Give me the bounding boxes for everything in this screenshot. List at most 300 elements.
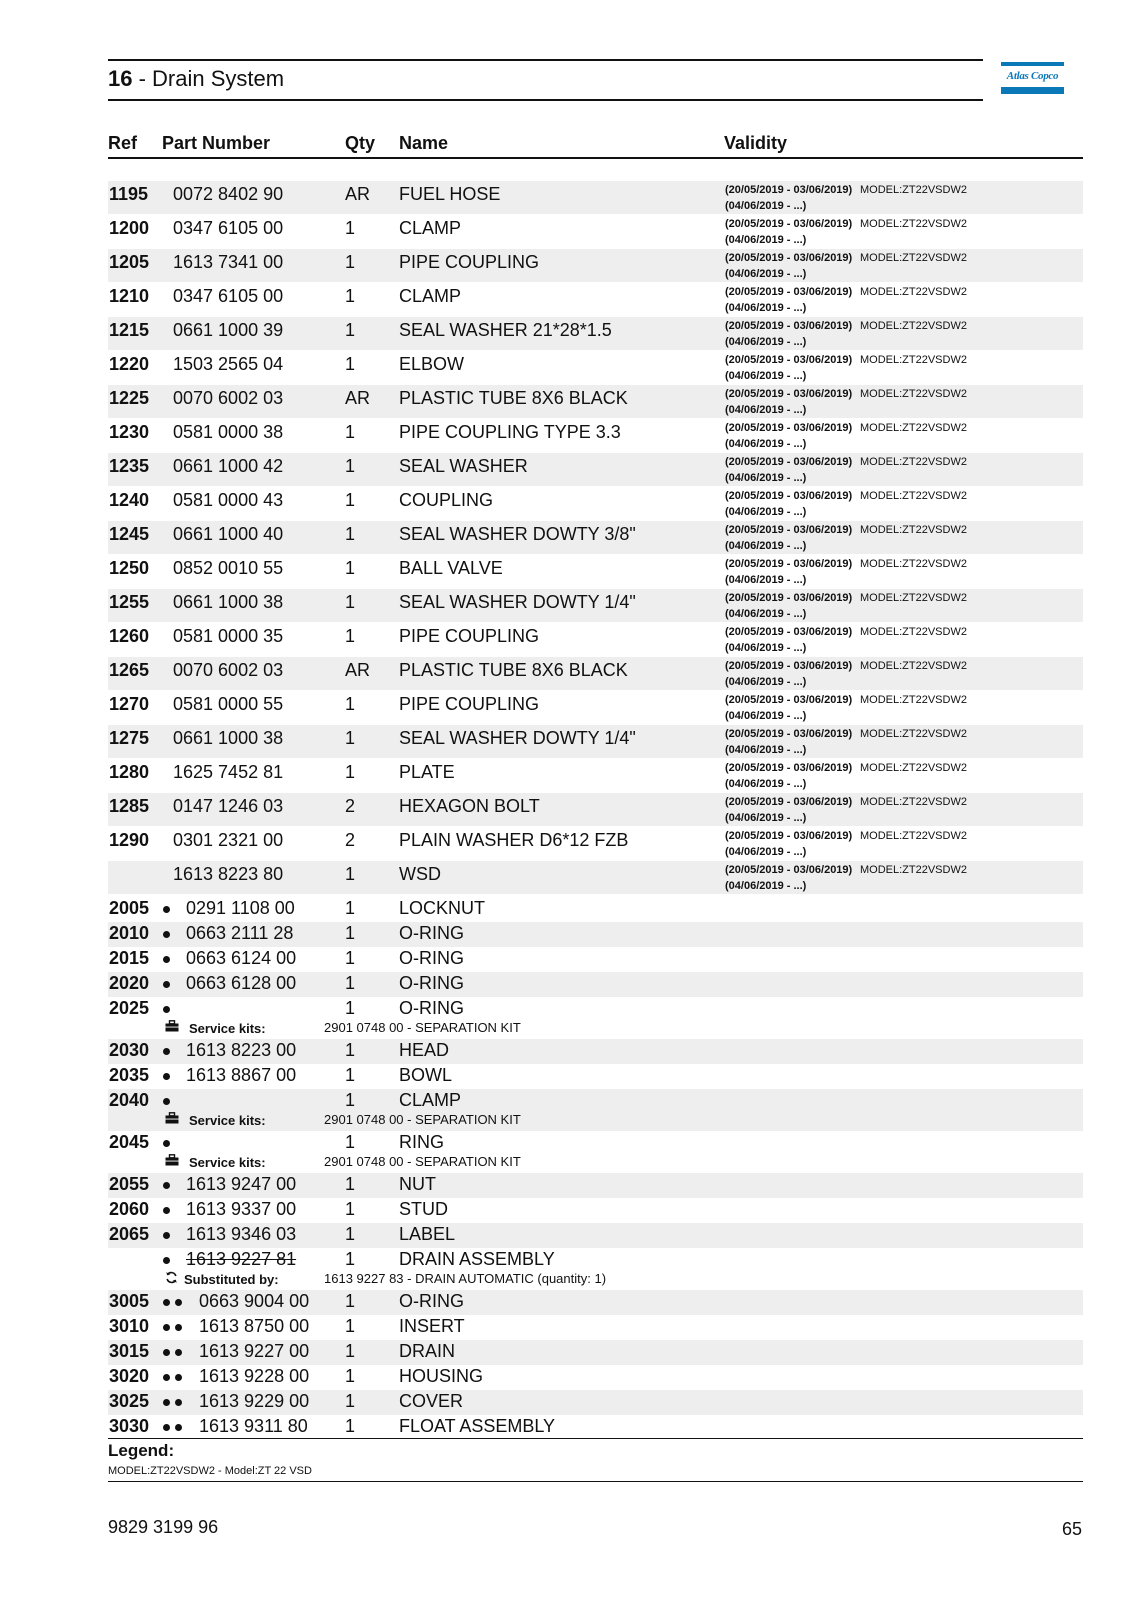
- ref-cell: 2045: [109, 1132, 150, 1152]
- part-number-cell: 0661 1000 42: [173, 456, 284, 476]
- part-number-cell: 1613 7341 00: [173, 252, 284, 272]
- ref-cell: 1280: [109, 762, 150, 782]
- part-number-cell: 0661 1000 38: [173, 592, 284, 612]
- service-kit-value: 2901 0748 00 - SEPARATION KIT: [324, 1020, 521, 1035]
- name-cell: O-RING: [399, 973, 464, 993]
- qty-cell: 1: [345, 948, 356, 968]
- table-row: [108, 351, 1083, 384]
- name-cell: PLASTIC TUBE 8X6 BLACK: [399, 660, 628, 680]
- section-title: - Drain System: [132, 66, 285, 91]
- validity-model: MODEL:ZT22VSDW2: [860, 354, 967, 366]
- name-cell: PLAIN WASHER D6*12 FZB: [399, 830, 629, 850]
- ref-cell: 1210: [109, 286, 150, 306]
- qty-cell: AR: [345, 184, 371, 204]
- table-row: [108, 861, 1083, 894]
- validity-date-range: (20/05/2019 - 03/06/2019): [725, 626, 853, 638]
- section-number: 16: [108, 66, 133, 91]
- ref-cell: 2040: [109, 1090, 150, 1110]
- ref-cell: 1265: [109, 660, 150, 680]
- table-row: [108, 1173, 1083, 1198]
- column-header-name: Name: [399, 133, 449, 153]
- ref-cell: 1240: [109, 490, 150, 510]
- part-number-cell: 1613 9346 03: [186, 1224, 297, 1244]
- name-cell: LOCKNUT: [399, 898, 486, 918]
- validity-model: MODEL:ZT22VSDW2: [860, 252, 967, 264]
- validity-date-range: (20/05/2019 - 03/06/2019): [725, 422, 853, 434]
- name-cell: O-RING: [399, 948, 464, 968]
- validity-date-range: (20/05/2019 - 03/06/2019): [725, 354, 853, 366]
- service-kits-label: Service kits:: [189, 1021, 266, 1036]
- validity-model: MODEL:ZT22VSDW2: [860, 694, 967, 706]
- part-number-cell: 0663 9004 00: [199, 1291, 310, 1311]
- part-number-cell: 0070 6002 03: [173, 388, 284, 408]
- ref-cell: 1235: [109, 456, 150, 476]
- name-cell: SEAL WASHER: [399, 456, 528, 476]
- name-cell: PIPE COUPLING: [399, 252, 540, 272]
- validity-open-range: (04/06/2019 - ...): [725, 846, 807, 858]
- table-row: [108, 691, 1083, 724]
- validity-model: MODEL:ZT22VSDW2: [860, 490, 967, 502]
- validity-open-range: (04/06/2019 - ...): [725, 574, 807, 586]
- level-bullet: [175, 1349, 182, 1356]
- briefcase-icon: [165, 1020, 179, 1035]
- name-cell: PLATE: [399, 762, 455, 782]
- validity-date-range: (20/05/2019 - 03/06/2019): [725, 388, 853, 400]
- validity-model: MODEL:ZT22VSDW2: [860, 762, 967, 774]
- ref-cell: 1230: [109, 422, 150, 442]
- qty-cell: 1: [345, 1090, 356, 1110]
- table-row: [108, 1131, 1083, 1173]
- qty-cell: 1: [345, 1341, 356, 1361]
- validity-date-range: (20/05/2019 - 03/06/2019): [725, 252, 853, 264]
- level-bullet: [163, 906, 170, 913]
- validity-model: MODEL:ZT22VSDW2: [860, 422, 967, 434]
- validity-date-range: (20/05/2019 - 03/06/2019): [725, 864, 853, 876]
- qty-cell: 1: [345, 762, 356, 782]
- validity-open-range: (04/06/2019 - ...): [725, 404, 807, 416]
- level-bullet: [163, 1424, 170, 1431]
- service-kit-value: 2901 0748 00 - SEPARATION KIT: [324, 1112, 521, 1127]
- level-bullet: [163, 1257, 170, 1264]
- part-number-cell: 0663 6128 00: [186, 973, 297, 993]
- ref-cell: 2020: [109, 973, 150, 993]
- ref-cell: 2005: [109, 898, 150, 918]
- validity-open-range: (04/06/2019 - ...): [725, 744, 807, 756]
- table-row: [108, 1089, 1083, 1131]
- qty-cell: 1: [345, 252, 356, 272]
- part-number-cell: 1613 9229 00: [199, 1391, 310, 1411]
- validity-date-range: (20/05/2019 - 03/06/2019): [725, 592, 853, 604]
- validity-open-range: (04/06/2019 - ...): [725, 472, 807, 484]
- level-bullet: [163, 1207, 170, 1214]
- substitute-value: 1613 9227 83 - DRAIN AUTOMATIC (quantity: 1): [324, 1271, 607, 1286]
- header-rule: [108, 157, 1083, 159]
- name-cell: NUT: [399, 1174, 436, 1194]
- ref-cell: 2025: [109, 998, 150, 1018]
- validity-open-range: (04/06/2019 - ...): [725, 370, 807, 382]
- qty-cell: 1: [345, 490, 356, 510]
- part-number-cell: 1613 9311 80: [199, 1416, 308, 1436]
- name-cell: COUPLING: [399, 490, 494, 510]
- validity-model: MODEL:ZT22VSDW2: [860, 184, 967, 196]
- validity-open-range: (04/06/2019 - ...): [725, 336, 807, 348]
- ref-cell: 1290: [109, 830, 150, 850]
- validity-model: MODEL:ZT22VSDW2: [860, 830, 967, 842]
- validity-date-range: (20/05/2019 - 03/06/2019): [725, 728, 853, 740]
- service-kits-label: Service kits:: [189, 1155, 266, 1170]
- level-bullet: [175, 1424, 182, 1431]
- part-number-cell: 0301 2321 00: [173, 830, 284, 850]
- name-cell: STUD: [399, 1199, 448, 1219]
- table-row: [108, 283, 1083, 316]
- validity-date-range: (20/05/2019 - 03/06/2019): [725, 286, 853, 298]
- table-row: [108, 657, 1083, 690]
- validity-open-range: (04/06/2019 - ...): [725, 268, 807, 280]
- validity-open-range: (04/06/2019 - ...): [725, 812, 807, 824]
- part-number-cell: 1613 8223 80: [173, 864, 284, 884]
- name-cell: PLASTIC TUBE 8X6 BLACK: [399, 388, 628, 408]
- qty-cell: 2: [345, 796, 356, 816]
- ref-cell: 1195: [109, 184, 149, 204]
- name-cell: PIPE COUPLING TYPE 3.3: [399, 422, 621, 442]
- level-bullet: [163, 1073, 170, 1080]
- part-number-cell: 1625 7452 81: [173, 762, 284, 782]
- ref-cell: 1250: [109, 558, 150, 578]
- name-cell: CLAMP: [399, 218, 462, 238]
- qty-cell: 1: [345, 864, 356, 884]
- qty-cell: 1: [345, 923, 356, 943]
- name-cell: FUEL HOSE: [399, 184, 501, 204]
- table-row: [108, 1365, 1083, 1390]
- table-row: [108, 385, 1083, 418]
- name-cell: PIPE COUPLING: [399, 626, 540, 646]
- level-bullet: [163, 956, 170, 963]
- validity-model: MODEL:ZT22VSDW2: [860, 320, 967, 332]
- qty-cell: 1: [345, 320, 356, 340]
- qty-cell: AR: [345, 388, 371, 408]
- legend-text: MODEL:ZT22VSDW2 - Model:ZT 22 VSD: [108, 1465, 312, 1477]
- name-cell: BOWL: [399, 1065, 453, 1085]
- table-row: [108, 215, 1083, 248]
- part-number-cell: 1613 8867 00: [186, 1065, 297, 1085]
- ref-cell: 2015: [109, 948, 150, 968]
- validity-model: MODEL:ZT22VSDW2: [860, 218, 967, 230]
- page-title: [108, 66, 284, 92]
- service-kit-value: 2901 0748 00 - SEPARATION KIT: [324, 1154, 521, 1169]
- name-cell: CLAMP: [399, 286, 462, 306]
- part-number-cell: 0072 8402 90: [173, 184, 284, 204]
- table-row: [108, 181, 1083, 214]
- part-number-cell: 0347 6105 00: [173, 218, 284, 238]
- level-bullet: [163, 1232, 170, 1239]
- validity-date-range: (20/05/2019 - 03/06/2019): [725, 490, 853, 502]
- level-bullet: [163, 1140, 170, 1147]
- name-cell: SEAL WASHER DOWTY 3/8": [399, 524, 636, 544]
- name-cell: SEAL WASHER 21*28*1.5: [399, 320, 612, 340]
- qty-cell: 1: [345, 1316, 356, 1336]
- table-row: [108, 1039, 1083, 1064]
- legend-rule-bottom: [108, 1481, 1083, 1482]
- column-header-ref: Ref: [108, 133, 138, 153]
- qty-cell: 1: [345, 1174, 356, 1194]
- name-cell: FLOAT ASSEMBLY: [399, 1416, 556, 1436]
- name-cell: SEAL WASHER DOWTY 1/4": [399, 592, 636, 612]
- validity-open-range: (04/06/2019 - ...): [725, 438, 807, 450]
- level-bullet: [163, 1399, 170, 1406]
- part-number-cell: 1503 2565 04: [173, 354, 284, 374]
- validity-date-range: (20/05/2019 - 03/06/2019): [725, 320, 853, 332]
- substituted-by-label: Substituted by:: [184, 1272, 279, 1287]
- ref-cell: 2055: [109, 1174, 150, 1194]
- qty-cell: 1: [345, 354, 356, 374]
- refresh-icon: [165, 1271, 178, 1287]
- ref-cell: 1255: [109, 592, 150, 612]
- validity-model: MODEL:ZT22VSDW2: [860, 456, 967, 468]
- table-row: [108, 1340, 1083, 1365]
- ref-cell: 3015: [109, 1341, 150, 1361]
- validity-open-range: (04/06/2019 - ...): [725, 234, 807, 246]
- name-cell: DRAIN ASSEMBLY: [399, 1249, 555, 1269]
- validity-date-range: (20/05/2019 - 03/06/2019): [725, 184, 853, 196]
- qty-cell: 1: [345, 1291, 356, 1311]
- name-cell: PIPE COUPLING: [399, 694, 540, 714]
- part-number-cell: 0070 6002 03: [173, 660, 284, 680]
- ref-cell: 3020: [109, 1366, 150, 1386]
- validity-open-range: (04/06/2019 - ...): [725, 608, 807, 620]
- name-cell: CLAMP: [399, 1090, 462, 1110]
- table-row: [108, 972, 1083, 997]
- part-number-cell: 1613 9247 00: [186, 1174, 297, 1194]
- validity-open-range: (04/06/2019 - ...): [725, 506, 807, 518]
- validity-date-range: (20/05/2019 - 03/06/2019): [725, 456, 853, 468]
- ref-cell: 1260: [109, 626, 150, 646]
- name-cell: HEAD: [399, 1040, 450, 1060]
- qty-cell: 1: [345, 1224, 356, 1244]
- ref-cell: 1205: [109, 252, 150, 272]
- part-number-cell: 0147 1246 03: [173, 796, 284, 816]
- qty-cell: 1: [345, 694, 356, 714]
- ref-cell: 1285: [109, 796, 150, 816]
- part-number-cell: 0852 0010 55: [173, 558, 284, 578]
- table-row: [108, 1415, 1083, 1440]
- level-bullet: [163, 981, 170, 988]
- column-header-validity: Validity: [724, 133, 788, 153]
- name-cell: BALL VALVE: [399, 558, 503, 578]
- part-number-cell: 0663 6124 00: [186, 948, 297, 968]
- part-number-cell: 0661 1000 39: [173, 320, 284, 340]
- briefcase-icon: [165, 1154, 179, 1169]
- level-bullet: [175, 1399, 182, 1406]
- level-bullet: [163, 1048, 170, 1055]
- table-row: [108, 555, 1083, 588]
- logo-text: Atlas Copco: [1006, 70, 1059, 82]
- level-bullet: [175, 1374, 182, 1381]
- validity-date-range: (20/05/2019 - 03/06/2019): [725, 830, 853, 842]
- validity-model: MODEL:ZT22VSDW2: [860, 524, 967, 536]
- validity-model: MODEL:ZT22VSDW2: [860, 286, 967, 298]
- qty-cell: 1: [345, 592, 356, 612]
- name-cell: LABEL: [399, 1224, 456, 1244]
- qty-cell: 1: [345, 1040, 356, 1060]
- table-row: [108, 487, 1083, 520]
- validity-model: MODEL:ZT22VSDW2: [860, 864, 967, 876]
- table-row: [108, 1198, 1083, 1223]
- name-cell: WSD: [399, 864, 441, 884]
- table-row: [108, 793, 1083, 826]
- ref-cell: 2035: [109, 1065, 150, 1085]
- validity-open-range: (04/06/2019 - ...): [725, 880, 807, 892]
- level-bullet: [175, 1324, 182, 1331]
- qty-cell: 1: [345, 558, 356, 578]
- table-row: [108, 419, 1083, 452]
- legend-title: Legend:: [108, 1441, 175, 1460]
- name-cell: ELBOW: [399, 354, 465, 374]
- level-bullet: [163, 1098, 170, 1105]
- part-number-cell: 1613 9337 00: [186, 1199, 297, 1219]
- table-row: [108, 589, 1083, 622]
- validity-date-range: (20/05/2019 - 03/06/2019): [725, 218, 853, 230]
- ref-cell: 1215: [109, 320, 150, 340]
- ref-cell: 1275: [109, 728, 150, 748]
- level-bullet: [163, 1182, 170, 1189]
- part-number-cell: 0347 6105 00: [173, 286, 284, 306]
- qty-cell: AR: [345, 660, 371, 680]
- service-kits-label: Service kits:: [189, 1113, 266, 1128]
- table-row: [108, 922, 1083, 947]
- level-bullet: [163, 1299, 170, 1306]
- qty-cell: 1: [345, 1199, 356, 1219]
- ref-cell: 2030: [109, 1040, 150, 1060]
- name-cell: INSERT: [399, 1316, 465, 1336]
- validity-open-range: (04/06/2019 - ...): [725, 302, 807, 314]
- level-bullet: [163, 931, 170, 938]
- qty-cell: 1: [345, 1065, 356, 1085]
- qty-cell: 1: [345, 1249, 356, 1269]
- qty-cell: 1: [345, 898, 356, 918]
- table-row: [108, 997, 1083, 1039]
- validity-date-range: (20/05/2019 - 03/06/2019): [725, 694, 853, 706]
- ref-cell: 2010: [109, 923, 150, 943]
- qty-cell: 1: [345, 1391, 356, 1411]
- table-row: [108, 1248, 1083, 1290]
- name-cell: HOUSING: [399, 1366, 484, 1386]
- qty-cell: 1: [345, 728, 356, 748]
- ref-cell: 3010: [109, 1316, 150, 1336]
- table-row: [108, 947, 1083, 972]
- name-cell: COVER: [399, 1391, 464, 1411]
- table-row: [108, 1390, 1083, 1415]
- name-cell: RING: [399, 1132, 444, 1152]
- validity-open-range: (04/06/2019 - ...): [725, 200, 807, 212]
- name-cell: O-RING: [399, 1291, 464, 1311]
- table-row: [108, 1064, 1083, 1089]
- part-number-cell: 0581 0000 35: [173, 626, 284, 646]
- qty-cell: 2: [345, 830, 356, 850]
- validity-model: MODEL:ZT22VSDW2: [860, 728, 967, 740]
- table-row: [108, 1223, 1083, 1248]
- validity-model: MODEL:ZT22VSDW2: [860, 558, 967, 570]
- validity-date-range: (20/05/2019 - 03/06/2019): [725, 524, 853, 536]
- ref-cell: 2060: [109, 1199, 150, 1219]
- validity-model: MODEL:ZT22VSDW2: [860, 796, 967, 808]
- level-bullet: [175, 1299, 182, 1306]
- part-number-cell: 0663 2111 28: [186, 923, 294, 943]
- qty-cell: 1: [345, 218, 356, 238]
- title-rule-top: [108, 59, 983, 61]
- briefcase-icon: [165, 1112, 179, 1127]
- table-row: [108, 1290, 1083, 1315]
- qty-cell: 1: [345, 1366, 356, 1386]
- validity-open-range: (04/06/2019 - ...): [725, 540, 807, 552]
- part-number-cell: 0581 0000 43: [173, 490, 284, 510]
- table-row: [108, 317, 1083, 350]
- table-row: [108, 725, 1083, 758]
- column-header-qty: Qty: [345, 133, 376, 153]
- level-bullet: [163, 1324, 170, 1331]
- qty-cell: 1: [345, 524, 356, 544]
- ref-cell: 3025: [109, 1391, 150, 1411]
- validity-model: MODEL:ZT22VSDW2: [860, 626, 967, 638]
- qty-cell: 1: [345, 626, 356, 646]
- validity-date-range: (20/05/2019 - 03/06/2019): [725, 796, 853, 808]
- name-cell: DRAIN: [399, 1341, 456, 1361]
- table-row: [108, 521, 1083, 554]
- qty-cell: 1: [345, 1132, 356, 1152]
- name-cell: O-RING: [399, 998, 464, 1018]
- part-number-cell: 0581 0000 38: [173, 422, 284, 442]
- validity-open-range: (04/06/2019 - ...): [725, 778, 807, 790]
- part-number-cell: 1613 9227 81: [186, 1249, 297, 1269]
- brand-logo: [1001, 62, 1064, 95]
- title-rule-bottom: [108, 99, 983, 101]
- name-cell: SEAL WASHER DOWTY 1/4": [399, 728, 636, 748]
- level-bullet: [163, 1349, 170, 1356]
- validity-model: MODEL:ZT22VSDW2: [860, 660, 967, 672]
- ref-cell: 3030: [109, 1416, 150, 1436]
- legend-rule-top: [108, 1438, 1083, 1439]
- part-number-cell: 1613 8223 00: [186, 1040, 297, 1060]
- column-header-part-number: Part Number: [162, 133, 271, 153]
- validity-date-range: (20/05/2019 - 03/06/2019): [725, 558, 853, 570]
- logo-bar-bottom: [1001, 87, 1064, 94]
- table-row: [108, 453, 1083, 486]
- ref-cell: 1270: [109, 694, 150, 714]
- page-number: 65: [1062, 1519, 1083, 1539]
- logo-bar-top: [1001, 62, 1064, 66]
- validity-open-range: (04/06/2019 - ...): [725, 642, 807, 654]
- table-row: [108, 1315, 1083, 1340]
- part-number-cell: 0291 1108 00: [186, 898, 295, 918]
- ref-cell: 1245: [109, 524, 150, 544]
- part-number-cell: 0661 1000 38: [173, 728, 284, 748]
- validity-model: MODEL:ZT22VSDW2: [860, 388, 967, 400]
- ref-cell: 2065: [109, 1224, 150, 1244]
- qty-cell: 1: [345, 973, 356, 993]
- validity-date-range: (20/05/2019 - 03/06/2019): [725, 660, 853, 672]
- qty-cell: 1: [345, 422, 356, 442]
- validity-model: MODEL:ZT22VSDW2: [860, 592, 967, 604]
- part-number-cell: 0581 0000 55: [173, 694, 284, 714]
- name-cell: HEXAGON BOLT: [399, 796, 540, 816]
- part-number-cell: 1613 8750 00: [199, 1316, 310, 1336]
- ref-cell: 1220: [109, 354, 150, 374]
- qty-cell: 1: [345, 998, 356, 1018]
- ref-cell: 3005: [109, 1291, 150, 1311]
- level-bullet: [163, 1374, 170, 1381]
- table-row: [108, 623, 1083, 656]
- validity-open-range: (04/06/2019 - ...): [725, 710, 807, 722]
- ref-cell: 1200: [109, 218, 150, 238]
